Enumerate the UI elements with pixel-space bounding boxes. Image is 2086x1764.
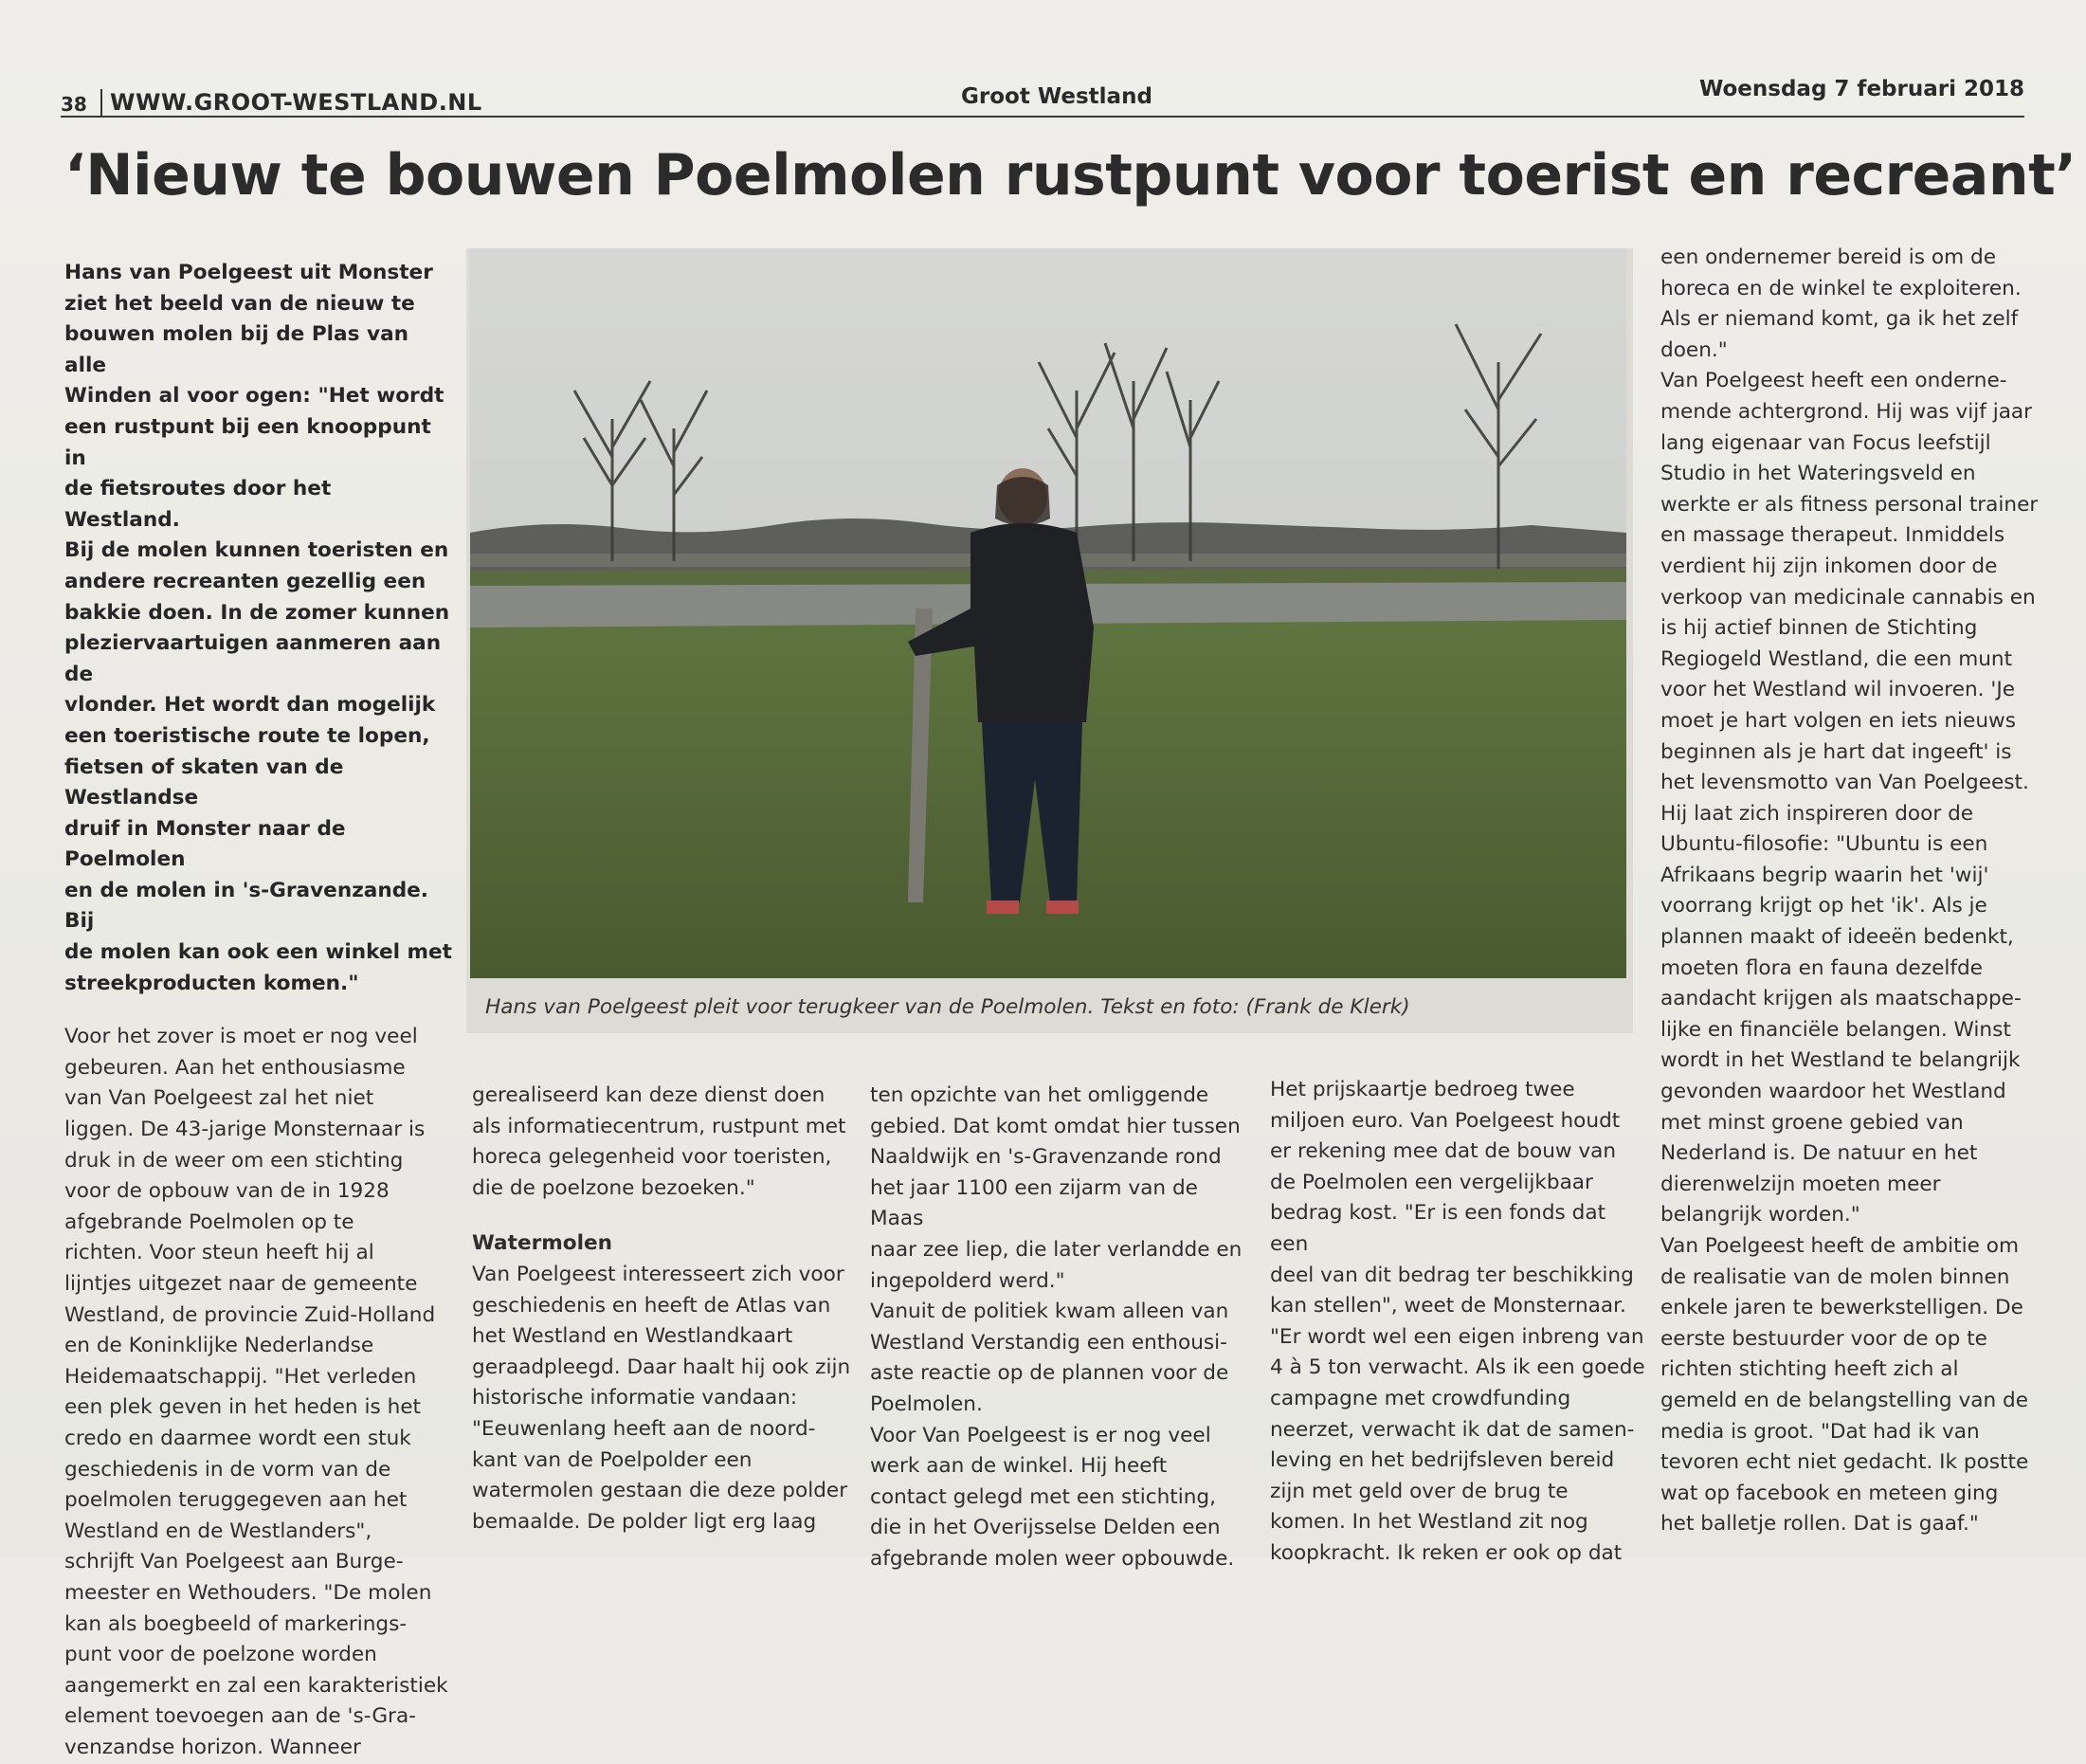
column-5 (1660, 243, 2040, 1540)
text-line: 4 à 5 ton verwacht. Als ik een goede (1270, 1355, 1645, 1380)
text-line: er rekening mee dat de bouw van (1270, 1139, 1617, 1164)
column-4 (1270, 1075, 1649, 1570)
text-line: kan als boegbeeld of markerings- (64, 1611, 408, 1636)
text-line: de molen kan ook een winkel met (64, 940, 452, 965)
text-line: Afrikaans begrip waarin het 'wij' (1660, 863, 1989, 887)
photo-caption: Hans van Poelgeest pleit voor terugkeer van de Poelmolen. Tekst en foto: (Frank de Klerk) (485, 995, 1410, 1019)
article-headline: ‘Nieuw te bouwen Poelmolen rustpunt voor toerist en recreant’ (64, 142, 2077, 209)
text-line: "Er wordt wel een eigen inbreng van (1270, 1324, 1644, 1349)
column-2-text-b (472, 1260, 851, 1537)
text-line: element toevoegen aan de 's-Gra- (64, 1704, 416, 1729)
text-line: liggen. De 43-jarige Monsternaar is (64, 1118, 426, 1142)
text-line: Westland Verstandig een enthousi- (870, 1330, 1227, 1355)
text-line: verkoop van medicinale cannabis en (1660, 585, 2036, 609)
text-line: meester en Wethouders. "De molen (64, 1580, 432, 1605)
text-line: kan stellen", weet de Monsternaar. (1270, 1294, 1626, 1318)
text-line: moet je hart volgen en iets nieuws (1660, 708, 2016, 733)
text-line: tevoren echt niet gedacht. Ik postte (1660, 1450, 2029, 1475)
text-line: die in het Overijsselse Delden een (870, 1516, 1221, 1540)
text-line: media is groot. "Dat had ik van (1660, 1419, 1980, 1444)
text-line: afgebrande Poelmolen op te (64, 1209, 354, 1234)
text-line: lang eigenaar van Focus leefstijl (1660, 430, 1991, 455)
text-line: horeca en de winkel te exploiteren. (1660, 276, 2022, 300)
text-line: als informatiecentrum, rustpunt met (472, 1114, 846, 1138)
text-line: ziet het beeld van de nieuw te (64, 291, 415, 316)
text-line: Regiogeld Westland, die een munt (1660, 646, 2013, 671)
text-line: de Poelmolen een vergelijkbaar (1270, 1170, 1593, 1194)
page-header (61, 74, 2024, 118)
text-line: gebied. Dat komt omdat hier tussen (870, 1114, 1241, 1138)
text-line: kant van de Poelpolder een (472, 1447, 753, 1472)
text-line: Het prijskaartje bedroeg twee (1270, 1078, 1575, 1101)
text-line: geraadpleegd. Daar haalt hij ook zijn (472, 1355, 851, 1379)
text-line: vlonder. Het wordt dan mogelijk (64, 693, 436, 718)
intro-paragraph (64, 258, 453, 999)
text-line: credo en daarmee wordt een stuk (64, 1426, 411, 1450)
text-line: aangemerkt en zal een karakteristiek (64, 1673, 448, 1698)
text-line: geschiedenis en heeft de Atlas van (472, 1293, 831, 1318)
text-line: punt voor de poelzone worden (64, 1643, 377, 1667)
text-line: koopkracht. Ik reken er ook op dat (1270, 1540, 1623, 1565)
column-5-text (1660, 243, 2040, 1540)
text-line: eerste bestuurder voor de op te (1660, 1326, 1987, 1351)
text-line: die de poelzone bezoeken." (472, 1175, 755, 1200)
text-line: Voor Van Poelgeest is er nog veel (870, 1423, 1211, 1447)
text-line: het jaar 1100 een zijarm van de Maas (870, 1175, 1198, 1231)
text-line: Westland, de provincie Zuid-Holland (64, 1302, 436, 1327)
text-line: lijntjes uitgezet naar de gemeente (64, 1272, 418, 1296)
text-line: wat op facebook en meteen ging (1660, 1481, 1999, 1505)
text-line: verdient hij zijn inkomen door de (1660, 554, 1998, 578)
text-line: horeca gelegenheid voor toeristen, (472, 1145, 832, 1170)
text-line: venzandse horizon. Wanneer (64, 1735, 361, 1759)
text-line: bedrag kost. "Er is een fonds dat een (1270, 1201, 1606, 1256)
text-line: Nederland is. De natuur en het (1660, 1141, 1978, 1166)
text-line: andere recreanten gezellig een (64, 569, 426, 593)
text-line: historische informatie vandaan: (472, 1386, 798, 1410)
column-3-text (870, 1081, 1249, 1575)
text-line: fietsen of skaten van de Westlandse (64, 755, 344, 810)
text-line: Westland en de Westlanders", (64, 1518, 372, 1543)
text-line: wordt in het Westland te belangrijk (1660, 1048, 2021, 1073)
text-line: belangrijk worden." (1660, 1203, 1860, 1228)
text-line: plannen maakt of ideeën bedenkt, (1660, 925, 2014, 950)
text-line: aste reactie op de plannen voor de (870, 1361, 1229, 1386)
text-line: met minst groene gebied van (1660, 1110, 1964, 1135)
text-line: Vanuit de politiek kwam alleen van (870, 1300, 1229, 1324)
article-photo (466, 248, 1633, 1033)
text-line: geschiedenis in de vorm van de (64, 1457, 391, 1482)
text-line: schrijft Van Poelgeest aan Burge- (64, 1550, 404, 1574)
text-line: neerzet, verwacht ik dat de samen- (1270, 1417, 1635, 1442)
text-line: voor de opbouw van de in 1928 (64, 1179, 390, 1204)
text-line: Hans van Poelgeest uit Monster (64, 261, 433, 284)
column-3 (870, 1081, 1249, 1575)
text-line: werk aan de winkel. Hij heeft (870, 1454, 1168, 1479)
text-line: en de Koninklijke Nederlandse (64, 1334, 374, 1358)
text-line: Hij laat zich inspireren door de (1660, 801, 1974, 826)
text-line: het balletje rollen. Dat is gaaf." (1660, 1512, 1979, 1537)
text-line: campagne met crowdfunding (1270, 1386, 1571, 1410)
text-line: druif in Monster naar de Poelmolen (64, 816, 346, 872)
text-line: gerealiseerd kan deze dienst doen (472, 1083, 825, 1107)
text-line: Winden al voor ogen: "Het wordt (64, 384, 444, 409)
text-line: lijke en financiële belangen. Winst (1660, 1017, 2011, 1042)
text-line: pleziervaartuigen aanmeren aan de (64, 631, 442, 686)
text-line: gebeuren. Aan het enthousiasme (64, 1055, 406, 1080)
text-line: een ondernemer bereid is om de (1660, 246, 1997, 269)
text-line: contact gelegd met een stichting, (870, 1484, 1216, 1509)
text-line: is hij actief binnen de Stichting (1660, 616, 1978, 641)
text-line: voor het Westland wil invoeren. 'Je (1660, 678, 2015, 702)
text-line: deel van dit bedrag ter beschikking (1270, 1263, 1634, 1287)
text-line: ingepolderd werd." (870, 1268, 1065, 1293)
subheading-watermolen: Watermolen (472, 1231, 612, 1256)
text-line: en massage therapeut. Inmiddels (1660, 523, 2005, 548)
text-line: Poelmolen. (870, 1391, 983, 1416)
photo-image (470, 248, 1626, 978)
text-line: gevonden waardoor het Westland (1660, 1080, 2006, 1104)
text-line: moeten flora en fauna dezelfde (1660, 955, 1983, 980)
text-line: en de molen in 's-Gravenzande. Bij (64, 878, 429, 934)
text-line: richten. Voor steun heeft hij al (64, 1241, 374, 1265)
issue-date: Woensdag 7 februari 2018 (1698, 77, 2024, 101)
text-line: bakkie doen. In de zomer kunnen (64, 600, 450, 625)
text-line: watermolen gestaan die deze polder (472, 1479, 848, 1503)
text-line: poelmolen teruggegeven aan het (64, 1488, 408, 1513)
column-1 (64, 258, 453, 1764)
text-line: het levensmotto van Van Poelgeest. (1660, 771, 2029, 795)
paper-name: Groot Westland (961, 84, 1152, 109)
text-line: Van Poelgeest heeft een onderne- (1660, 369, 2007, 393)
text-line: bouwen molen bij de Plas van alle (64, 322, 409, 377)
text-line: afgebrande molen weer opbouwde. (870, 1546, 1235, 1571)
text-line: enkele jaren te bewerkstelligen. De (1660, 1296, 2023, 1320)
text-line: zijn met geld over de brug te (1270, 1479, 1569, 1503)
text-line: Studio in het Wateringsveld en (1660, 462, 1976, 486)
text-line: ten opzichte van het omliggende (870, 1083, 1209, 1107)
column-2-text-a (472, 1081, 851, 1204)
text-line: miljoen euro. Van Poelgeest houdt (1270, 1108, 1621, 1133)
page-number: 38 (61, 93, 87, 116)
text-line: doen." (1660, 337, 1728, 362)
text-line: het Westland en Westlandkaart (472, 1324, 793, 1349)
column-2 (472, 1081, 851, 1537)
text-line: een rustpunt bij een knooppunt in (64, 414, 431, 470)
text-line: naar zee liep, die later verlandde en (870, 1237, 1243, 1262)
paragraph-gap (64, 999, 453, 1022)
text-line: streekproducten komen." (64, 971, 359, 995)
text-line: Als er niemand komt, ga ik het zelf (1660, 307, 2019, 332)
text-line: gemeld en de belangstelling van de (1660, 1388, 2029, 1412)
body-paragraph (64, 1022, 453, 1763)
text-line: de fietsroutes door het Westland. (64, 477, 332, 532)
text-line: beginnen als je hart dat ingeeft' is (1660, 739, 2012, 764)
text-line: Heidemaatschappij. "Het verleden (64, 1364, 417, 1389)
text-line: "Eeuwenlang heeft aan de noord- (472, 1416, 816, 1441)
text-line: Van Poelgeest interesseert zich voor (472, 1262, 844, 1286)
text-line: van Van Poelgeest zal het niet (64, 1086, 374, 1111)
text-line: Ubuntu-filosofie: "Ubuntu is een (1660, 832, 1988, 857)
text-line: Voor het zover is moet er nog veel (64, 1025, 418, 1049)
text-line: Bij de molen kunnen toeristen en (64, 538, 449, 563)
text-line: richten stichting heeft zich al (1660, 1357, 1959, 1382)
text-line: druk in de weer om een stichting (64, 1148, 404, 1173)
text-line: Naaldwijk en 's-Gravenzande rond (870, 1145, 1222, 1170)
text-line: de realisatie van de molen binnen (1660, 1264, 2010, 1289)
text-line: komen. In het Westland zit nog (1270, 1510, 1588, 1535)
text-line: een toeristische route te lopen, (64, 723, 430, 748)
header-divider (100, 89, 102, 116)
text-line: aandacht krijgen als maatschappe- (1660, 987, 2022, 1011)
website-url: WWW.GROOT-WESTLAND.NL (110, 89, 482, 116)
text-line: werkte er als fitness personal trainer (1660, 492, 2039, 517)
text-line: mende achtergrond. Hij was vijf jaar (1660, 399, 2033, 424)
column-4-text (1270, 1075, 1649, 1570)
text-line: een plek geven in het heden is het (64, 1395, 422, 1420)
text-line: dierenwelzijn moeten meer (1660, 1172, 1941, 1196)
text-line: voorrang krijgt op het 'ik'. Als je (1660, 894, 1987, 918)
text-line: leving en het bedrijfsleven bereid (1270, 1448, 1615, 1473)
text-line: Van Poelgeest heeft de ambitie om (1660, 1234, 2019, 1258)
text-line: bemaalde. De polder ligt erg laag (472, 1509, 817, 1534)
